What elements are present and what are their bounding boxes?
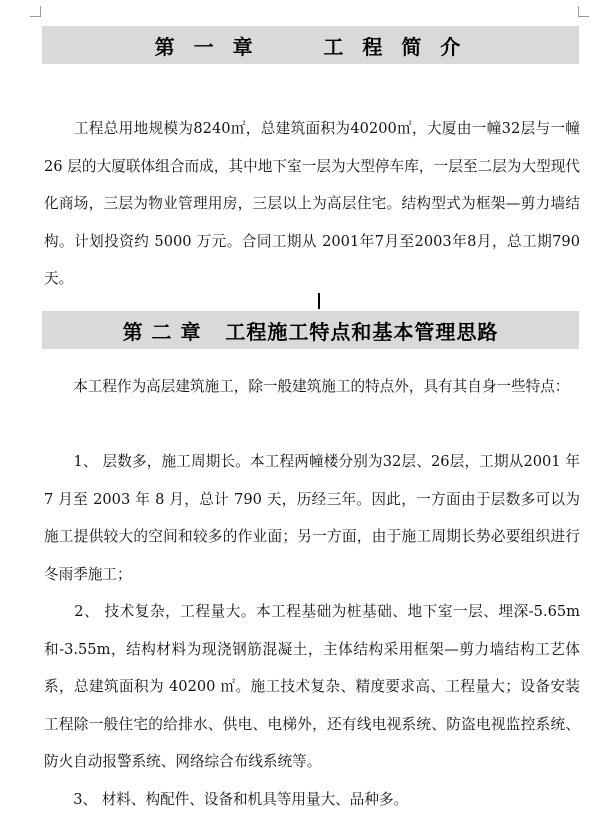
chapter-1-heading: 第 一 章 工 程 简 介	[42, 26, 579, 64]
crop-mark-top-right	[578, 6, 589, 17]
chapter-1-paragraph: 工程总用地规模为8240㎡，总建筑面积为40200㎡，大厦由一幢32层与一幢 26 层的大厦联体组合而成，其中地下室一层为大型停车库，一层至二层为大型现代化商场，三层为物业管理用房，三层以上为高层住宅。结构型式为框架—剪力墙结构。计划投资约 5000 万元。合同工期从 2001年7月至2003年8月，总工期790天。	[44, 120, 580, 287]
chapter-2-heading: 第 二 章 工程施工特点和基本管理思路	[42, 311, 579, 349]
crop-mark-top-left	[30, 6, 41, 17]
list-item-1: 1、 层数多，施工周期长。本工程两幢楼分别为32层、26层，工期从2001 年 7 月至 2003 年 8 月，总计 790 天，历经三年。因此，一方面由于层数多可以为施工提供较大的空间和较多的作业面；另一方面，由于施工周期长势必要组织进行冬雨季施工；	[44, 453, 580, 583]
list-item-3: 3、 材料、构配件、设备和机具等用量大、品种多。	[44, 791, 409, 808]
text-cursor	[318, 293, 320, 309]
chapter-2-intro: 本工程作为高层建筑施工，除一般建筑施工的特点外，具有其自身一些特点：	[44, 378, 570, 395]
list-item-2: 2、 技术复杂，工程量大。本工程基础为桩基础、地下室一层、埋深-5.65m和-3.55m，结构材料为现浇钢筋混凝土，主体结构采用框架—剪力墙结构工艺体系，总建筑面积为 40200 ㎡。施工技术复杂、精度要求高、工程量大；设备安装工程除一般住宅的给排水、供电、电梯外，还有线电视系统、防盗电视监控系统、防火自动报警系统、网络综合布线系统等。	[44, 603, 580, 770]
